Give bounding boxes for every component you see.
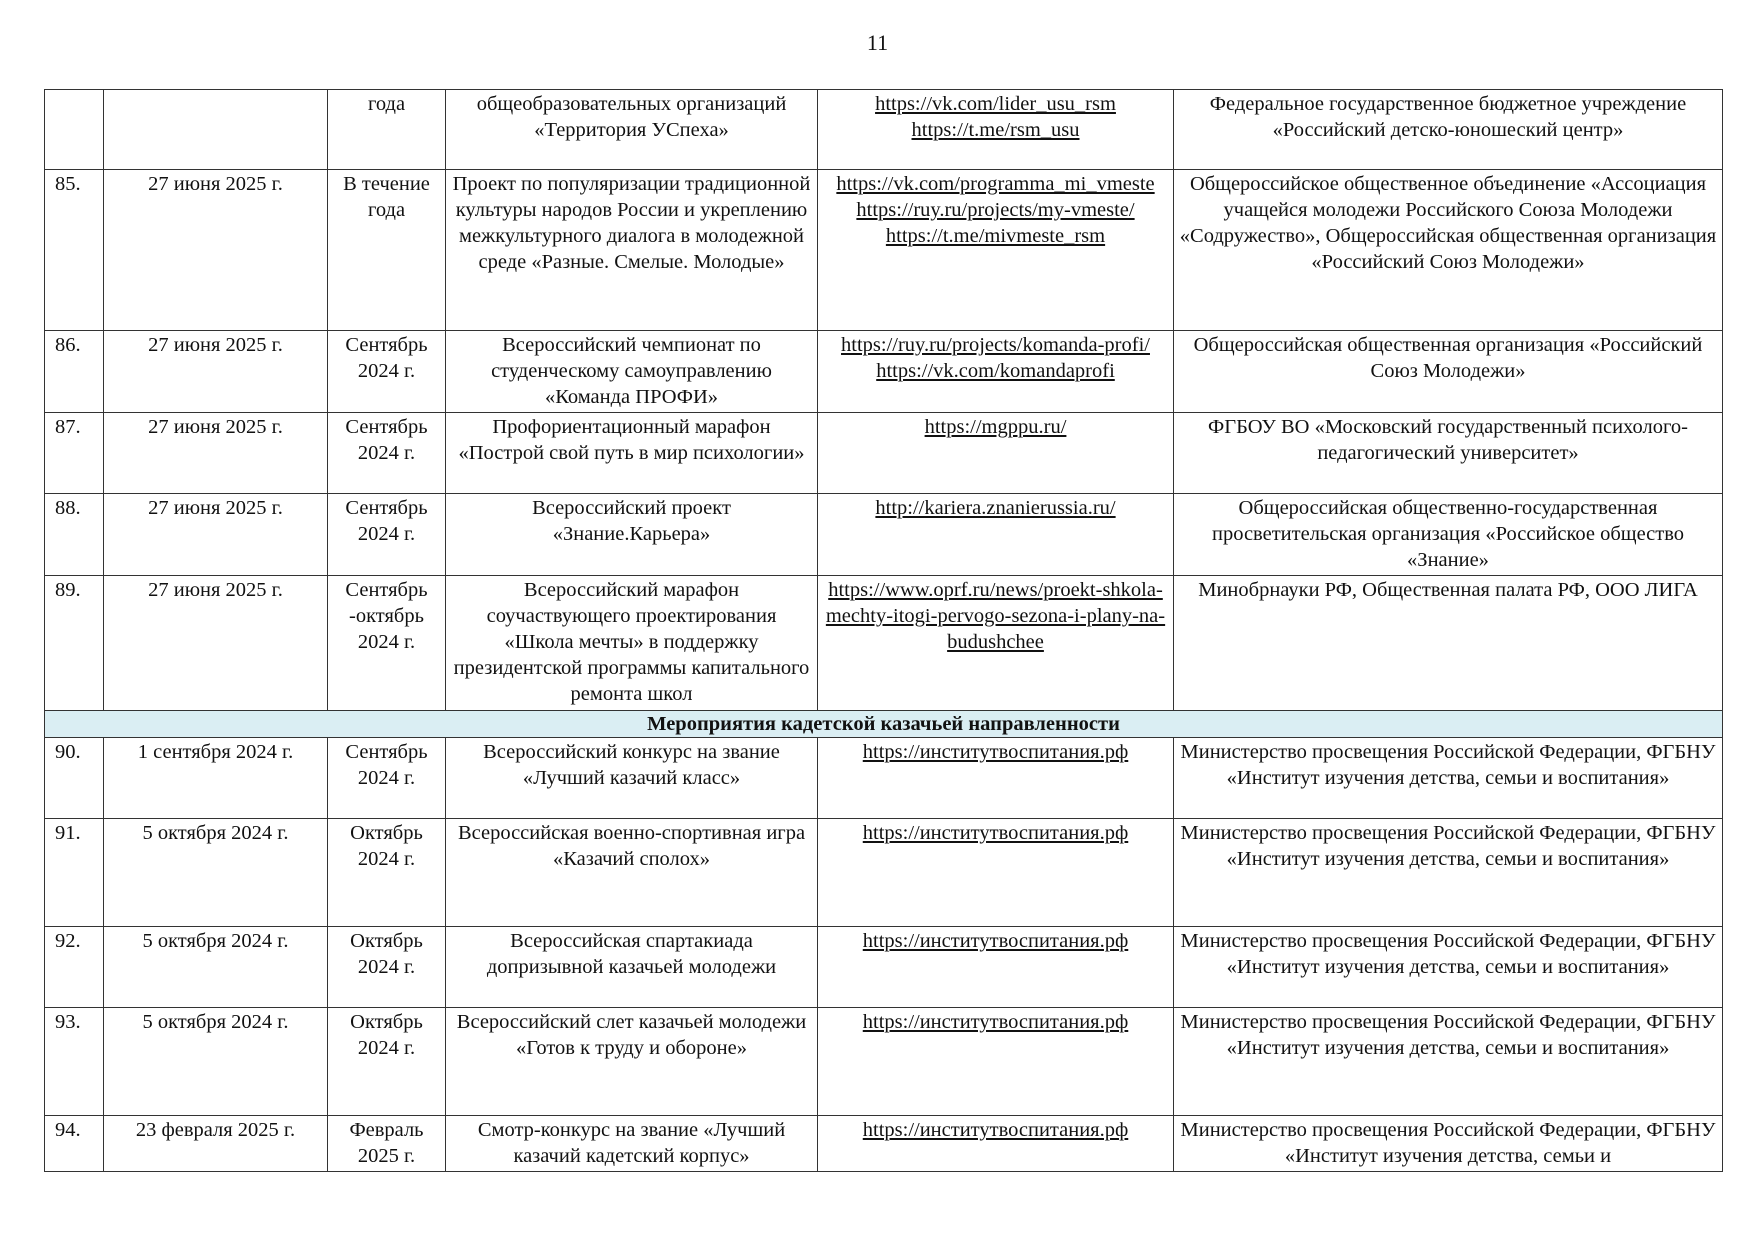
row-number: 94.	[45, 1116, 104, 1172]
row-event-name: Всероссийская военно-спортивная игра «Казачий сполох»	[446, 819, 818, 927]
row-number: 88.	[45, 494, 104, 576]
resource-link[interactable]: https://институтвоспитания.рф	[862, 822, 1129, 844]
table-row	[45, 927, 1723, 1008]
row-organizer: Минобрнауки РФ, Общественная палата РФ, ООО ЛИГА	[1174, 576, 1723, 711]
row-event-name: общеобразовательных организаций «Территория УСпеха»	[446, 90, 818, 170]
row-event-name: Всероссийский марафон соучаствующего проектирования «Школа мечты» в поддержку президентской программы капитального ремонта школ	[446, 576, 818, 711]
row-date	[104, 90, 328, 170]
table-row	[45, 1116, 1723, 1172]
row-period: Сентябрь -октябрь 2024 г.	[328, 576, 446, 711]
row-period: В течение года	[328, 170, 446, 331]
section-header-row	[45, 711, 1723, 738]
row-organizer: Общероссийская общественная организация «Российский Союз Молодежи»	[1174, 331, 1723, 413]
row-links	[818, 90, 1174, 170]
table-row	[45, 170, 1723, 331]
table-row	[45, 738, 1723, 819]
row-event-name: Всероссийский чемпионат по студенческому самоуправлению «Команда ПРОФИ»	[446, 331, 818, 413]
row-links	[818, 494, 1174, 576]
row-period: Сентябрь 2024 г.	[328, 738, 446, 819]
row-date: 27 июня 2025 г.	[104, 494, 328, 576]
table-row	[45, 413, 1723, 494]
events-table-body	[45, 90, 1723, 711]
resource-link[interactable]: http://kariera.znanierussia.ru/	[875, 497, 1116, 519]
row-date: 27 июня 2025 г.	[104, 576, 328, 711]
row-event-name: Всероссийская спартакиада допризывной казачьей молодежи	[446, 927, 818, 1008]
row-event-name: Смотр-конкурс на звание «Лучший казачий кадетский корпус»	[446, 1116, 818, 1172]
row-number: 85.	[45, 170, 104, 331]
row-number: 89.	[45, 576, 104, 711]
row-number	[45, 90, 104, 170]
row-date: 27 июня 2025 г.	[104, 413, 328, 494]
page-number: 11	[866, 30, 889, 55]
section-header-cadet: Мероприятия кадетской казачьей направленности	[45, 711, 1723, 738]
row-links	[818, 170, 1174, 331]
row-number: 92.	[45, 927, 104, 1008]
row-links	[818, 738, 1174, 819]
resource-link[interactable]: https://ruy.ru/projects/komanda-profi/	[841, 334, 1150, 356]
resource-link[interactable]: https://www.oprf.ru/news/proekt-shkola-mechty-itogi-pervogo-sezona-i-plany-na-budushchee	[825, 579, 1166, 653]
row-date: 1 сентября 2024 г.	[104, 738, 328, 819]
row-event-name: Всероссийский конкурс на звание «Лучший казачий класс»	[446, 738, 818, 819]
row-event-name: Проект по популяризации традиционной культуры народов России и укреплению межкультурного диалога в молодежной среде «Разные. Смелые. Молодые»	[446, 170, 818, 331]
resource-link[interactable]: https://vk.com/programma_mi_vmeste	[836, 173, 1155, 195]
row-date: 5 октября 2024 г.	[104, 819, 328, 927]
row-event-name: Всероссийский слет казачьей молодежи «Готов к труду и обороне»	[446, 1008, 818, 1116]
events-table	[44, 89, 1723, 1172]
row-organizer: ФГБОУ ВО «Московский государственный психолого-педагогический университет»	[1174, 413, 1723, 494]
resource-link[interactable]: https://t.me/rsm_usu	[911, 119, 1080, 141]
table-row	[45, 1008, 1723, 1116]
row-date: 27 июня 2025 г.	[104, 331, 328, 413]
resource-link[interactable]: https://ruy.ru/projects/my-vmeste/	[856, 199, 1135, 221]
resource-link[interactable]: https://институтвоспитания.рф	[862, 930, 1129, 952]
resource-link[interactable]: https://институтвоспитания.рф	[862, 1119, 1129, 1141]
resource-link[interactable]: https://vk.com/komandaprofi	[876, 360, 1115, 382]
row-links	[818, 1008, 1174, 1116]
resource-link[interactable]: https://t.me/mivmeste_rsm	[885, 225, 1106, 247]
row-period: Октябрь 2024 г.	[328, 927, 446, 1008]
row-links	[818, 331, 1174, 413]
row-number: 91.	[45, 819, 104, 927]
row-date: 27 июня 2025 г.	[104, 170, 328, 331]
row-organizer: Министерство просвещения Российской Федерации, ФГБНУ «Институт изучения детства, семьи и воспитания»	[1174, 1008, 1723, 1116]
table-row	[45, 494, 1723, 576]
row-period: Сентябрь 2024 г.	[328, 494, 446, 576]
row-links	[818, 413, 1174, 494]
row-organizer: Министерство просвещения Российской Федерации, ФГБНУ «Институт изучения детства, семьи и воспитания»	[1174, 738, 1723, 819]
table-row	[45, 819, 1723, 927]
row-period: года	[328, 90, 446, 170]
row-period: Октябрь 2024 г.	[328, 1008, 446, 1116]
row-organizer: Общероссийское общественное объединение «Ассоциация учащейся молодежи Российского Союза Молодежи «Содружество», Общероссийская общественная организация «Российский Союз Молодежи»	[1174, 170, 1723, 331]
row-organizer: Федеральное государственное бюджетное учреждение «Российский детско-юношеский центр»	[1174, 90, 1723, 170]
row-organizer: Министерство просвещения Российской Федерации, ФГБНУ «Институт изучения детства, семьи и воспитания»	[1174, 927, 1723, 1008]
row-links	[818, 576, 1174, 711]
table-row	[45, 90, 1723, 170]
events-table-body-cadet	[45, 738, 1723, 1172]
row-date: 5 октября 2024 г.	[104, 927, 328, 1008]
row-period: Февраль 2025 г.	[328, 1116, 446, 1172]
row-period: Сентябрь 2024 г.	[328, 331, 446, 413]
row-date: 23 февраля 2025 г.	[104, 1116, 328, 1172]
row-number: 86.	[45, 331, 104, 413]
resource-link[interactable]: https://институтвоспитания.рф	[862, 741, 1129, 763]
resource-link[interactable]: https://институтвоспитания.рф	[862, 1011, 1129, 1033]
table-row	[45, 576, 1723, 711]
row-number: 93.	[45, 1008, 104, 1116]
row-links	[818, 1116, 1174, 1172]
row-date: 5 октября 2024 г.	[104, 1008, 328, 1116]
row-period: Сентябрь 2024 г.	[328, 413, 446, 494]
resource-link[interactable]: https://mgppu.ru/	[924, 416, 1067, 438]
row-links	[818, 819, 1174, 927]
row-organizer: Общероссийская общественно-государственная просветительская организация «Российское общество «Знание»	[1174, 494, 1723, 576]
row-period: Октябрь 2024 г.	[328, 819, 446, 927]
resource-link[interactable]: https://vk.com/lider_usu_rsm	[875, 93, 1116, 115]
row-links	[818, 927, 1174, 1008]
row-number: 87.	[45, 413, 104, 494]
table-row	[45, 331, 1723, 413]
row-organizer: Министерство просвещения Российской Федерации, ФГБНУ «Институт изучения детства, семьи и	[1174, 1116, 1723, 1172]
row-event-name: Всероссийский проект «Знание.Карьера»	[446, 494, 818, 576]
row-event-name: Профориентационный марафон «Построй свой путь в мир психологии»	[446, 413, 818, 494]
row-number: 90.	[45, 738, 104, 819]
row-organizer: Министерство просвещения Российской Федерации, ФГБНУ «Институт изучения детства, семьи и воспитания»	[1174, 819, 1723, 927]
